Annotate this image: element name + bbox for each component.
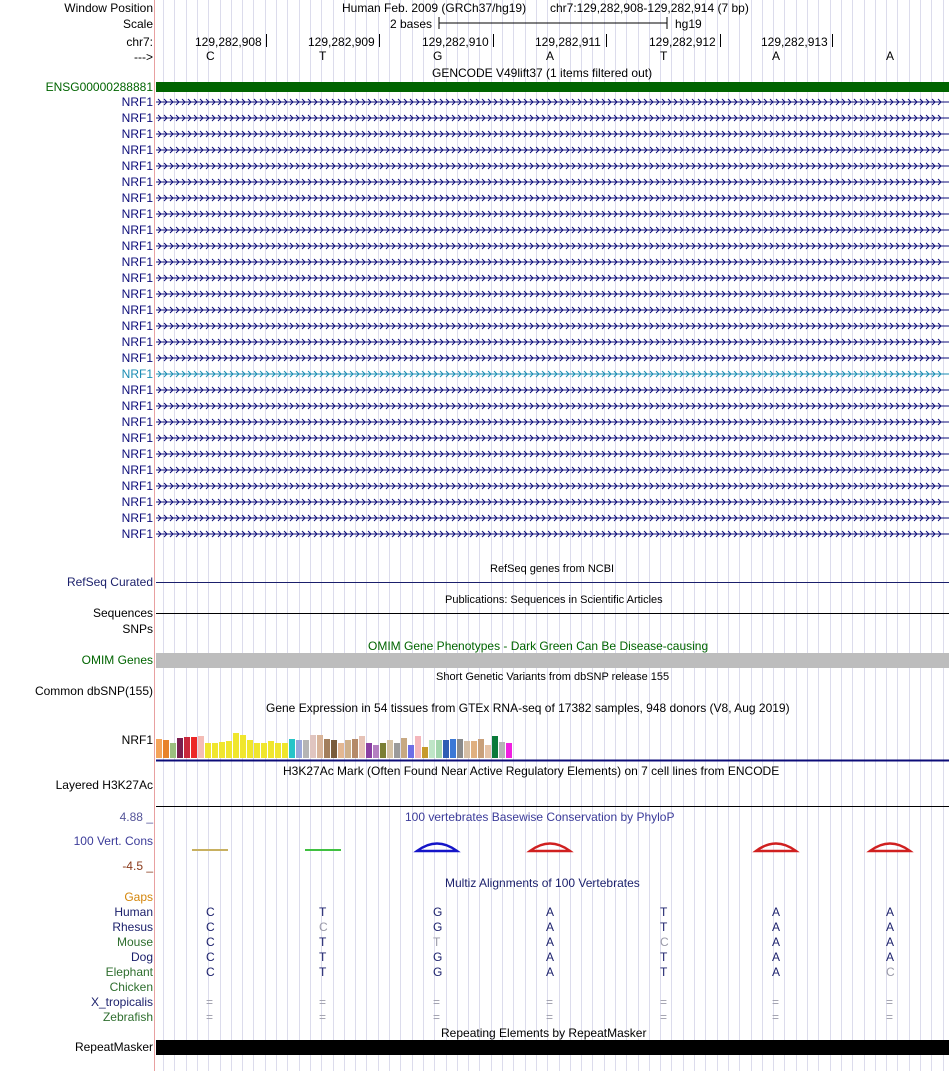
transcript-label[interactable]: NRF1 [121, 143, 153, 157]
aligned-base: T [660, 905, 668, 919]
aligned-base: T [660, 950, 668, 964]
base-letter: T [660, 49, 668, 63]
transcript-line[interactable] [156, 497, 950, 507]
transcript-label[interactable]: NRF1 [121, 239, 153, 253]
transcript-label[interactable]: NRF1 [121, 255, 153, 269]
gtex-bar [261, 743, 267, 758]
base-letter: G [433, 49, 443, 63]
gtex-bar [443, 740, 449, 758]
transcript-line[interactable] [156, 209, 950, 219]
transcript-line[interactable] [156, 193, 950, 203]
phylop-max-label: 4.88 _ [119, 810, 153, 824]
ruler-tick-label: 129,282,913 [761, 35, 828, 49]
transcript-label[interactable]: NRF1 [121, 319, 153, 333]
aligned-base: A [546, 935, 555, 949]
scale-label: Scale [122, 17, 153, 31]
gtex-bar [163, 740, 169, 758]
refseq-label[interactable]: RefSeq Curated [66, 575, 153, 589]
aligned-base: = [660, 995, 668, 1009]
transcript-line[interactable] [156, 449, 950, 459]
gtex-bar [233, 733, 239, 758]
species-label[interactable]: Elephant [105, 965, 153, 979]
gtex-bar [436, 740, 442, 758]
gtex-bar-chart[interactable] [156, 714, 950, 762]
aligned-base: C [206, 905, 215, 919]
gtex-bar [275, 743, 281, 758]
aligned-base: C [206, 950, 215, 964]
transcript-label[interactable]: NRF1 [121, 175, 153, 189]
assembly-title: Human Feb. 2009 (GRCh37/hg19) [342, 1, 527, 15]
aligned-base: A [546, 965, 555, 979]
aligned-base: = [319, 1010, 327, 1024]
aligned-base: C [206, 935, 215, 949]
gtex-bar [464, 741, 470, 758]
transcript-label[interactable]: NRF1 [121, 303, 153, 317]
aligned-base: T [319, 950, 327, 964]
aligned-base: = [546, 995, 554, 1009]
publications-line [156, 613, 949, 614]
aligned-base: A [772, 950, 781, 964]
transcript-label[interactable]: NRF1 [121, 495, 153, 509]
aligned-base: = [886, 995, 894, 1009]
scale-bar [436, 15, 672, 31]
species-label[interactable]: Rhesus [112, 920, 153, 934]
gtex-bar [457, 739, 463, 758]
aligned-base: A [772, 965, 781, 979]
ruler-tick-mark [266, 34, 267, 47]
transcript-label[interactable]: NRF1 [121, 111, 153, 125]
phylop-min-label: -4.5 _ [122, 859, 153, 873]
phylop-mark [192, 849, 228, 851]
transcript-label[interactable]: NRF1 [121, 127, 153, 141]
scale-db: hg19 [675, 17, 702, 31]
gtex-bar [212, 743, 218, 758]
transcript-line[interactable] [156, 177, 950, 187]
multiz-track-title: Multiz Alignments of 100 Vertebrates [445, 876, 640, 890]
aligned-base: T [660, 920, 668, 934]
base-letter: C [206, 49, 215, 63]
transcript-label[interactable]: NRF1 [121, 351, 153, 365]
gtex-bar [254, 743, 260, 758]
gtex-bar [177, 738, 183, 758]
dbsnp-track-title: Short Genetic Variants from dbSNP release 155 [436, 671, 670, 683]
gtex-bar [359, 736, 365, 758]
aligned-base: T [660, 965, 668, 979]
transcript-line[interactable] [156, 161, 950, 171]
gtex-bar [219, 742, 225, 758]
transcript-line[interactable] [156, 433, 950, 443]
gtex-bar [401, 738, 407, 758]
gtex-bar [492, 736, 498, 758]
gene-label[interactable]: ENSG00000288881 [45, 80, 153, 94]
transcript-label[interactable]: NRF1 [121, 271, 153, 285]
ruler-tick-mark [720, 34, 721, 47]
ruler-tick-label: 129,282,912 [649, 35, 716, 49]
gtex-bar [226, 741, 232, 758]
transcript-line[interactable] [156, 97, 950, 107]
gtex-bar [240, 735, 246, 758]
transcript-line[interactable] [156, 305, 950, 315]
transcript-line[interactable] [156, 465, 950, 475]
aligned-base: = [772, 995, 780, 1009]
transcript-label[interactable]: NRF1 [121, 335, 153, 349]
transcript-label[interactable]: NRF1 [121, 191, 153, 205]
gtex-bar [429, 740, 435, 758]
gtex-bar [310, 735, 316, 758]
aligned-base: C [206, 920, 215, 934]
transcript-line[interactable] [156, 385, 950, 395]
repeatmasker-track-title: Repeating Elements by RepeatMasker [441, 1026, 647, 1040]
gtex-bar [338, 743, 344, 758]
aligned-base: = [319, 995, 327, 1009]
transcript-label[interactable]: NRF1 [121, 447, 153, 461]
gtex-bar [331, 740, 337, 758]
refseq-line [156, 582, 949, 583]
dbsnp-label[interactable]: Common dbSNP(155) [34, 684, 153, 698]
transcript-label[interactable]: NRF1 [121, 399, 153, 413]
transcript-label[interactable]: NRF1 [121, 287, 153, 301]
phylop-mark [305, 849, 341, 851]
species-label[interactable]: Zebrafish [102, 1010, 153, 1024]
aligned-base: A [886, 905, 895, 919]
transcript-line[interactable] [156, 369, 950, 379]
repeatmasker-feature-bar[interactable] [156, 1040, 949, 1055]
gtex-bar [408, 745, 414, 758]
transcript-label[interactable]: NRF1 [121, 527, 153, 541]
gtex-bar [156, 739, 162, 758]
snps-label[interactable]: SNPs [122, 622, 153, 636]
gtex-bar [394, 743, 400, 758]
aligned-base: A [772, 920, 781, 934]
gtex-bar [268, 741, 274, 758]
gtex-bar [317, 735, 323, 758]
gencode-track-title: GENCODE V49lift37 (1 items filtered out) [432, 66, 653, 80]
transcript-label[interactable]: NRF1 [121, 367, 153, 381]
transcript-label[interactable]: NRF1 [121, 431, 153, 445]
gtex-bar [345, 740, 351, 758]
ruler-tick-mark [606, 34, 607, 47]
gtex-bar [170, 743, 176, 758]
aligned-base: = [546, 1010, 554, 1024]
h3k27ac-label[interactable]: Layered H3K27Ac [55, 778, 153, 792]
gtex-track-title: Gene Expression in 54 tissues from GTEx RNA-seq of 17382 samples, 948 donors (V8, Aug 2019) [266, 701, 790, 715]
ruler-tick-mark [379, 34, 380, 47]
publications-track-title: Publications: Sequences in Scientific Articles [445, 594, 663, 606]
gtex-bar [387, 740, 393, 758]
gtex-bar [191, 737, 197, 758]
aligned-base: T [433, 935, 441, 949]
aligned-base: A [772, 905, 781, 919]
aligned-base: A [886, 935, 895, 949]
ruler-tick-mark [832, 34, 833, 47]
gaps-label: Gaps [124, 890, 153, 904]
gtex-bar [415, 736, 421, 758]
gtex-bar [380, 743, 386, 758]
transcript-line[interactable] [156, 289, 950, 299]
base-letter: A [772, 49, 781, 63]
phylop-mark [870, 844, 910, 852]
aligned-base: T [319, 935, 327, 949]
aligned-base: G [433, 950, 443, 964]
transcript-label[interactable]: NRF1 [121, 159, 153, 173]
ruler-tick-label: 129,282,911 [535, 35, 601, 49]
gtex-bar [366, 743, 372, 758]
position-text: chr7:129,282,908-129,282,914 (7 bp) [550, 1, 749, 15]
species-label[interactable]: Mouse [116, 935, 153, 949]
transcript-line[interactable] [156, 113, 950, 123]
gtex-bar [198, 736, 204, 758]
transcript-label[interactable]: NRF1 [121, 207, 153, 221]
phylop-label[interactable]: 100 Vert. Cons [73, 834, 153, 848]
gtex-bar [282, 743, 288, 758]
species-label[interactable]: Dog [130, 950, 153, 964]
gtex-bar [471, 741, 477, 758]
scale-bar-text: 2 bases [390, 17, 433, 31]
transcript-line[interactable] [156, 417, 950, 427]
gtex-bar [324, 739, 330, 758]
base-letter: A [886, 49, 895, 63]
transcript-label[interactable]: NRF1 [121, 415, 153, 429]
transcript-line[interactable] [156, 145, 950, 155]
transcript-line[interactable] [156, 529, 950, 539]
refseq-track-title: RefSeq genes from NCBI [490, 563, 615, 575]
ruler-tick-mark [493, 34, 494, 47]
aligned-base: G [433, 905, 443, 919]
aligned-base: = [660, 1010, 668, 1024]
omim-label[interactable]: OMIM Genes [81, 653, 153, 667]
gtex-bar [478, 739, 484, 758]
h3k27ac-track-title: H3K27Ac Mark (Often Found Near Active Regulatory Elements) on 7 cell lines from ENCODE [283, 764, 780, 778]
aligned-base: C [206, 965, 215, 979]
aligned-base: = [886, 1010, 894, 1024]
transcript-label[interactable]: NRF1 [121, 463, 153, 477]
repeatmasker-label[interactable]: RepeatMasker [74, 1040, 153, 1054]
gtex-bar [296, 740, 302, 758]
transcript-line[interactable] [156, 257, 950, 267]
aligned-base: T [319, 905, 327, 919]
species-label[interactable]: X_tropicalis [90, 995, 153, 1009]
transcript-line[interactable] [156, 353, 950, 363]
gtex-bar [485, 745, 491, 758]
gtex-label[interactable]: NRF1 [121, 733, 153, 747]
transcript-line[interactable] [156, 481, 950, 491]
aligned-base: A [886, 950, 895, 964]
transcript-line[interactable] [156, 321, 950, 331]
aligned-base: = [433, 995, 441, 1009]
phylop-plot[interactable] [156, 832, 950, 856]
aligned-base: C [319, 920, 328, 934]
aligned-base: C [886, 965, 895, 979]
aligned-base: = [433, 1010, 441, 1024]
h3k27ac-baseline [156, 806, 949, 807]
aligned-base: A [546, 920, 555, 934]
ruler-tick-label: 129,282,909 [308, 35, 375, 49]
transcript-line[interactable] [156, 129, 950, 139]
gene-feature-bar[interactable] [156, 82, 949, 92]
ruler-tick-label: 129,282,908 [195, 35, 262, 49]
transcript-label[interactable]: NRF1 [121, 383, 153, 397]
base-letter: A [546, 49, 555, 63]
ruler-tick-label: 129,282,910 [422, 35, 489, 49]
aligned-base: A [886, 920, 895, 934]
base-letter: T [319, 49, 327, 63]
phylop-mark [530, 844, 570, 852]
transcript-label[interactable]: NRF1 [121, 479, 153, 493]
gtex-bar [205, 743, 211, 758]
transcript-label[interactable]: NRF1 [121, 223, 153, 237]
chrom-label: chr7: [126, 35, 153, 49]
gtex-bar [352, 739, 358, 758]
transcript-label[interactable]: NRF1 [121, 95, 153, 109]
transcript-line[interactable] [156, 513, 950, 523]
transcript-line[interactable] [156, 241, 950, 251]
transcript-line[interactable] [156, 225, 950, 235]
phylop-mark [756, 844, 796, 852]
gtex-bar [499, 742, 505, 758]
gtex-bar [450, 739, 456, 758]
transcript-line[interactable] [156, 273, 950, 283]
aligned-base: T [319, 965, 327, 979]
aligned-base: G [433, 965, 443, 979]
gtex-bar [506, 743, 512, 758]
gtex-bar [247, 740, 253, 758]
omim-track-title: OMIM Gene Phenotypes - Dark Green Can Be Disease-causing [368, 639, 709, 653]
omim-feature-bar[interactable] [156, 653, 949, 668]
publications-label[interactable]: Sequences [92, 606, 153, 620]
window-position-label: Window Position [64, 1, 153, 15]
aligned-base: C [660, 935, 669, 949]
aligned-base: = [772, 1010, 780, 1024]
aligned-base: G [433, 920, 443, 934]
transcript-label[interactable]: NRF1 [121, 511, 153, 525]
species-label[interactable]: Human [114, 905, 153, 919]
phylop-track-title: 100 vertebrates Basewise Conservation by PhyloP [405, 810, 675, 824]
strand-label: ---> [134, 50, 153, 64]
gtex-bar [303, 740, 309, 758]
aligned-base: A [546, 950, 555, 964]
aligned-base: = [206, 995, 214, 1009]
transcript-line[interactable] [156, 337, 950, 347]
gtex-bar [422, 747, 428, 758]
gtex-bar [373, 745, 379, 758]
gtex-bar [289, 739, 295, 758]
phylop-mark [417, 844, 457, 852]
aligned-base: A [546, 905, 555, 919]
gtex-bar [184, 737, 190, 758]
transcript-line[interactable] [156, 401, 950, 411]
aligned-base: A [772, 935, 781, 949]
aligned-base: = [206, 1010, 214, 1024]
species-label[interactable]: Chicken [109, 980, 153, 994]
